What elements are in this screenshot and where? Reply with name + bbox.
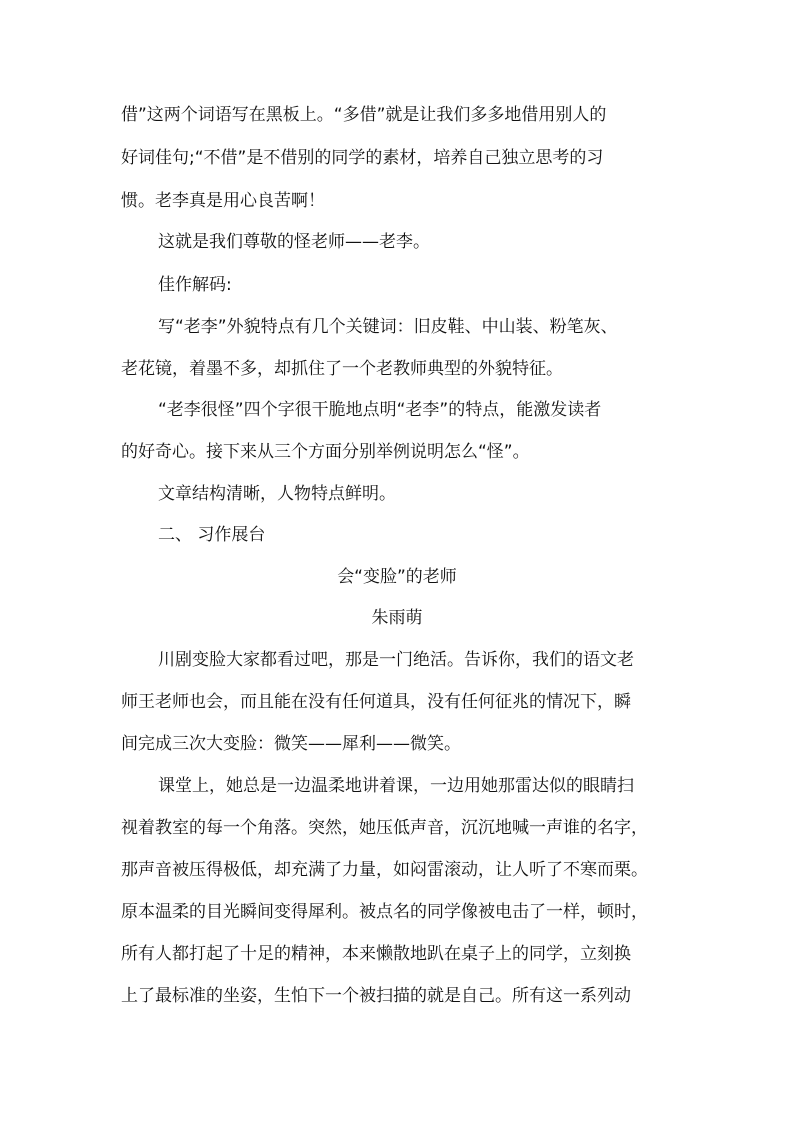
analysis-heading: 佳作解码:	[158, 275, 232, 295]
text-line: 师王老师也会，而且能在没有任何道具，没有任何征兆的情况下，瞬	[121, 692, 631, 712]
text-line: 上了最标准的坐姿，生怕下一个被扫描的就是自己。所有这一系列动	[121, 986, 631, 1006]
text-line: 那声音被压得极低，却充满了力量，如闷雷滚动，让人听了不寒而栗。	[121, 860, 648, 880]
closing-sentence: 这就是我们尊敬的怪老师——老李。	[158, 232, 430, 252]
text-line: 好词佳句;“不借”是不借别的同学的素材，培养自己独立思考的习	[121, 148, 604, 168]
essay-title: 会“变脸”的老师	[337, 567, 457, 587]
text-line: 间完成三次大变脸：微笑——犀利——微笑。	[121, 734, 461, 754]
text-line: 的好奇心。接下来从三个方面分别举例说明怎么“怪”。	[121, 442, 530, 462]
text-line: 原本温柔的目光瞬间变得犀利。被点名的同学像被电击了一样，顿时，	[121, 902, 648, 922]
essay-author: 朱雨萌	[371, 608, 423, 628]
text-line: 川剧变脸大家都看过吧，那是一门绝活。告诉你，我们的语文老	[158, 650, 634, 670]
text-line: “老李很怪”四个字很干脆地点明“老李”的特点，能激发读者	[158, 400, 602, 420]
text-line: 借”这两个词语写在黑板上。“多借”就是让我们多多地借用别人的	[121, 105, 607, 125]
text-line: 老花镜，着墨不多，却抓住了一个老教师典型的外貌特征。	[121, 359, 563, 379]
text-line: 写“老李”外貌特点有几个关键词：旧皮鞋、中山装、粉笔灰、	[158, 317, 618, 337]
text-line: 惯。老李真是用心良苦啊！	[121, 191, 325, 211]
text-line: 所有人都打起了十足的精神，本来懒散地趴在桌子上的同学，立刻换	[121, 944, 631, 964]
text-line: 文章结构清晰，人物特点鲜明。	[158, 484, 396, 504]
section-heading: 二、 习作展台	[158, 525, 266, 545]
text-line: 视着教室的每一个角落。突然，她压低声音，沉沉地喊一声谁的名字，	[121, 818, 648, 838]
text-line: 课堂上，她总是一边温柔地讲着课，一边用她那雷达似的眼睛扫	[158, 776, 634, 796]
